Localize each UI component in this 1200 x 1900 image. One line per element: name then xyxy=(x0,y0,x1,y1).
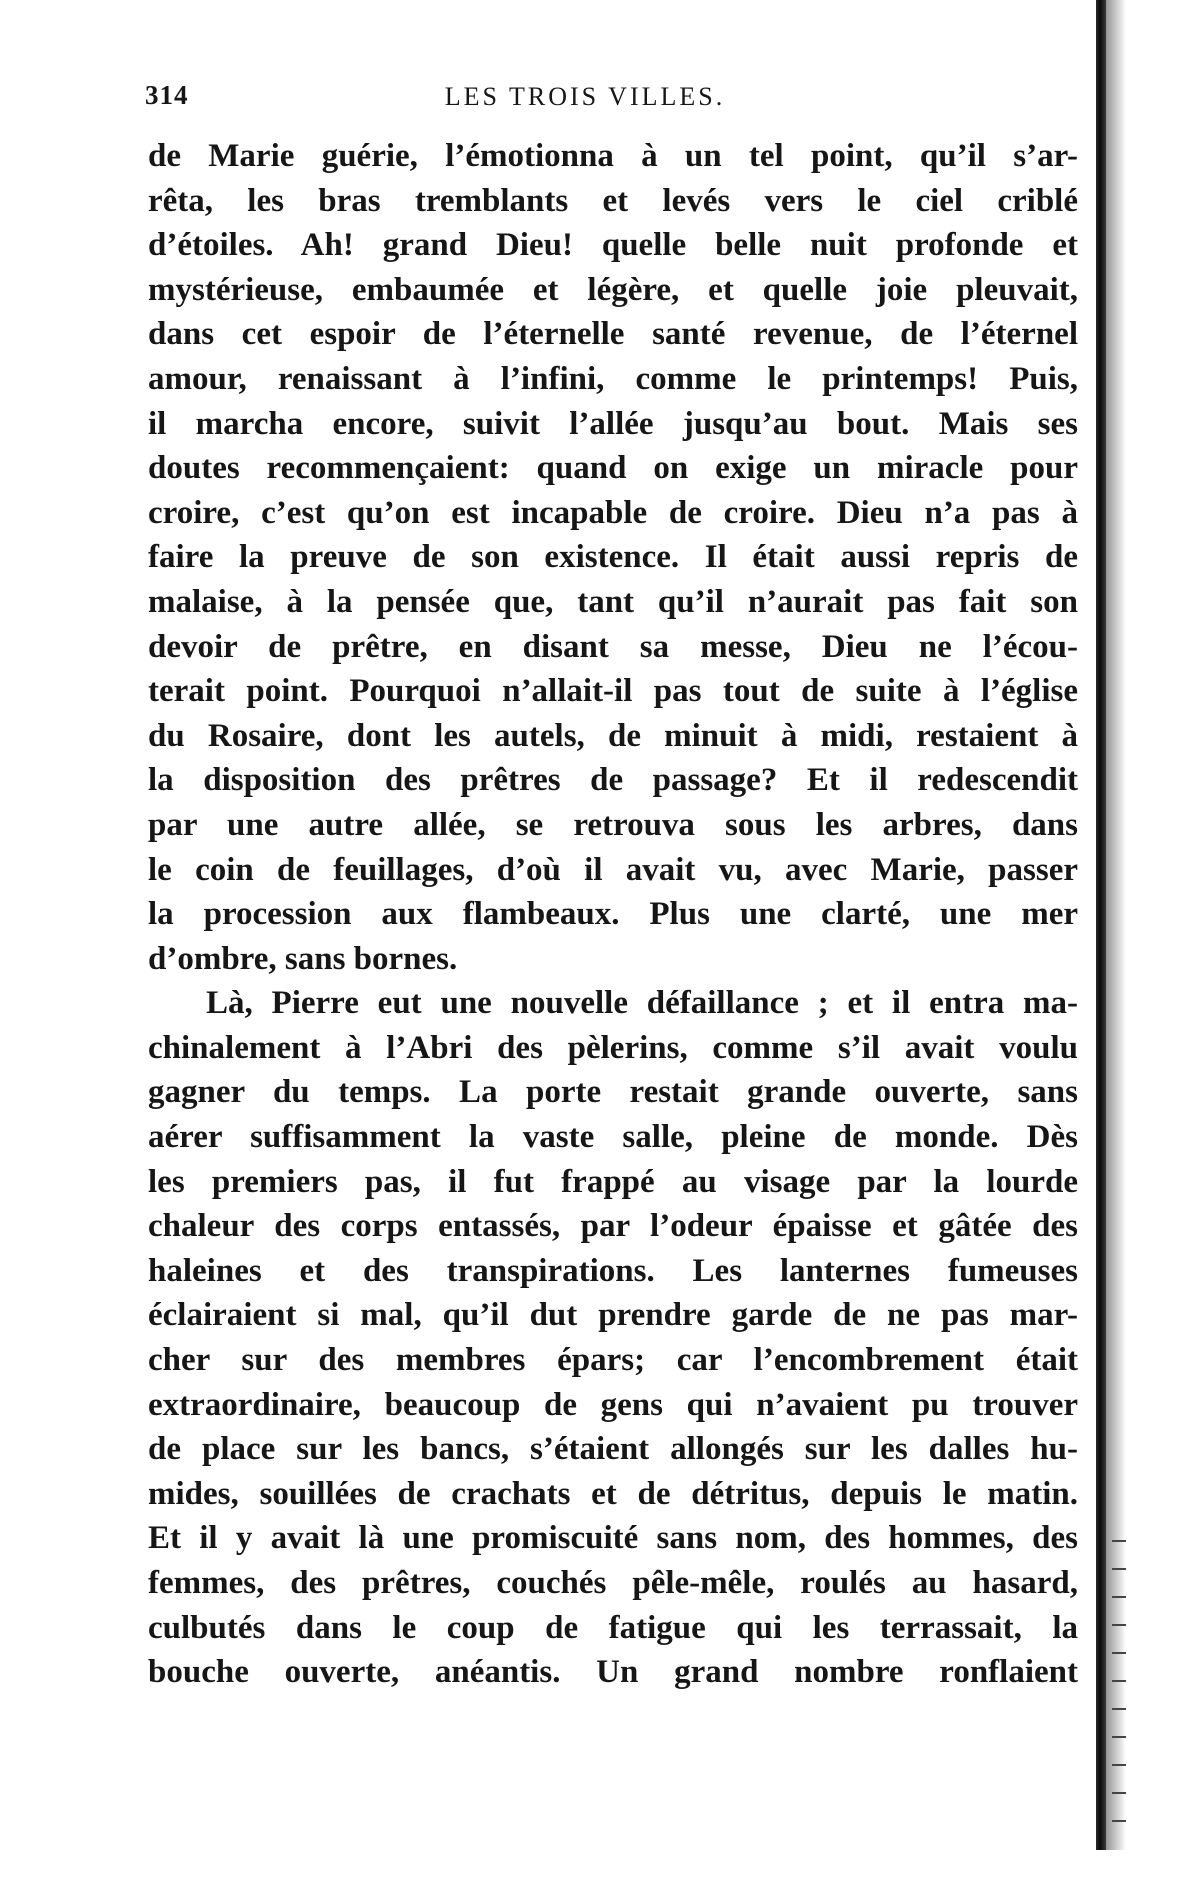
text-line: culbutés dans le coup de fatigue qui les terrassait, la xyxy=(148,1609,1078,1646)
text-line: doutes recommençaient: quand on exige un miracle pour xyxy=(148,450,1078,487)
text-line: de place sur les bancs, s’étaient allongés sur les dalles hu- xyxy=(148,1431,1078,1468)
text-line: gagner du temps. La porte restait grande ouverte, sans xyxy=(148,1074,1078,1111)
text-line: dans cet espoir de l’éternelle santé revenue, de l’éternel xyxy=(148,316,1078,353)
book-binding-edge xyxy=(1096,0,1106,1850)
text-line: devoir de prêtre, en disant sa messe, Dieu ne l’écou- xyxy=(148,628,1078,665)
text-line: la procession aux flambeaux. Plus une clarté, une mer xyxy=(148,896,1078,933)
page-number: 314 xyxy=(145,80,189,110)
page-header xyxy=(145,80,1075,120)
text-line: il marcha encore, suivit l’allée jusqu’au bout. Mais ses xyxy=(148,405,1078,442)
text-line: extraordinaire, beaucoup de gens qui n’avaient pu trouver xyxy=(148,1386,1078,1423)
text-line: terait point. Pourquoi n’allait-il pas tout de suite à l’église xyxy=(148,673,1078,710)
text-line: le coin de feuillages, d’où il avait vu, avec Marie, passer xyxy=(148,851,1078,888)
text-line: Et il y avait là une promiscuité sans nom, des hommes, des xyxy=(148,1520,1078,1557)
text-line: haleines et des transpirations. Les lanternes fumeuses xyxy=(148,1252,1078,1289)
text-line: les premiers pas, il fut frappé au visage par la lourde xyxy=(148,1163,1078,1200)
text-line: chaleur des corps entassés, par l’odeur épaisse et gâtée des xyxy=(148,1208,1078,1245)
paragraph-end-line: d’ombre, sans bornes. xyxy=(148,940,458,977)
paragraph-start-line: Là, Pierre eut une nouvelle défaillance ; et il entra ma- xyxy=(206,985,1078,1022)
body-text xyxy=(148,134,1078,1695)
text-line: amour, renaissant à l’infini, comme le printemps! Puis, xyxy=(148,360,1078,397)
text-line: de Marie guérie, l’émotionna à un tel point, qu’il s’ar- xyxy=(148,138,1078,174)
text-line: rêta, les bras tremblants et levés vers le ciel criblé xyxy=(148,182,1078,219)
text-line: femmes, des prêtres, couchés pêle-mêle, roulés au hasard, xyxy=(148,1565,1078,1601)
text-line: faire la preuve de son existence. Il était aussi repris de xyxy=(148,539,1078,576)
text-line: mystérieuse, embaumée et légère, et quelle joie pleuvait, xyxy=(148,271,1078,308)
text-line: chinalement à l’Abri des pèlerins, comme s’il avait voulu xyxy=(148,1029,1078,1066)
text-line: du Rosaire, dont les autels, de minuit à midi, restaient à xyxy=(148,717,1078,754)
text-line: aérer suffisamment la vaste salle, pleine de monde. Dès xyxy=(148,1119,1078,1156)
text-line: cher sur des membres épars; car l’encombrement était xyxy=(148,1342,1078,1379)
text-line: par une autre allée, se retrouva sous les arbres, dans xyxy=(148,806,1078,843)
text-line: d’étoiles. Ah! grand Dieu! quelle belle nuit profonde et xyxy=(148,227,1078,264)
text-line: croire, c’est qu’on est incapable de croire. Dieu n’a pas à xyxy=(148,494,1078,531)
text-line: bouche ouverte, anéantis. Un grand nombre ronflaient xyxy=(148,1654,1078,1691)
text-line: mides, souillées de crachats et de détritus, depuis le matin. xyxy=(148,1475,1078,1512)
page-edge-marks xyxy=(1112,1540,1126,1840)
running-title: LES TROIS VILLES. xyxy=(444,82,726,111)
text-line: éclairaient si mal, qu’il dut prendre garde de ne pas mar- xyxy=(148,1297,1078,1334)
text-line: la disposition des prêtres de passage? Et il redescendit xyxy=(148,762,1078,799)
text-line: malaise, à la pensée que, tant qu’il n’aurait pas fait son xyxy=(148,583,1078,620)
